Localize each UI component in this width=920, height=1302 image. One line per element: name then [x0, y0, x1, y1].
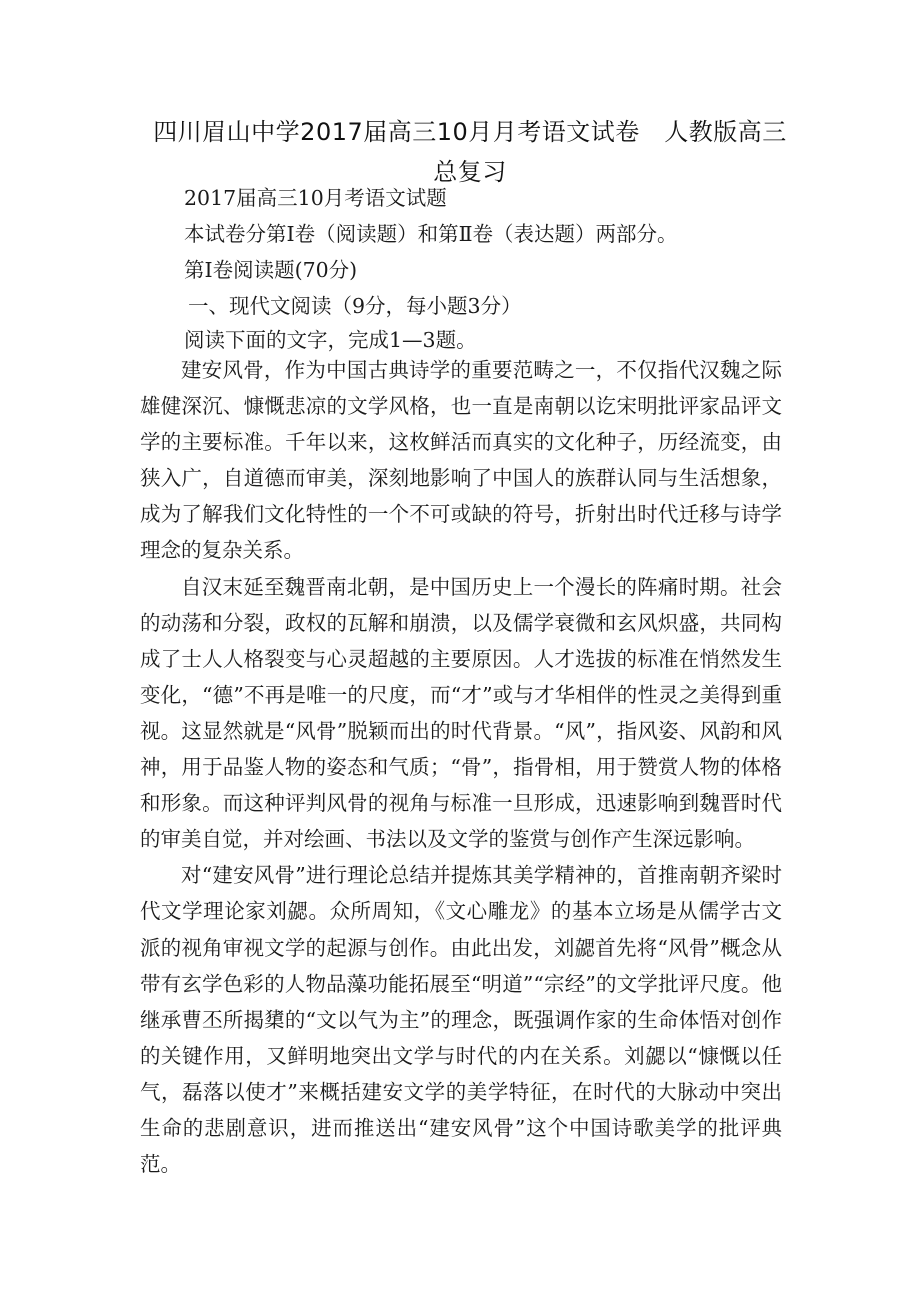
exam-title-line: 2017届高三10月考语文试题: [184, 186, 447, 210]
document-title: 四川眉山中学2017届高三10月月考语文试卷 人教版高三总复习: [153, 118, 787, 186]
reading-instruction: 阅读下面的文字，完成1—3题。: [184, 328, 477, 352]
reading-passage: [140, 352, 782, 1182]
passage-paragraph: 对“建安风骨”进行理论总结并提炼其美学精神的，首推南朝齐梁时代文学理论家刘勰。众所周知，《文心雕龙》的基本立场是从儒学古文派的视角审视文学的起源与创作。由此出发，刘勰首先将“风骨”概念从带有玄学色彩的人物品藻功能拓展至“明道”“宗经”的文学批评尺度。他继承曹丕所揭橥的“文以气为主”的理念，既强调作家的生命体悟对创作的关键作用，又鲜明地突出文学与时代的内在关系。刘勰以“慷慨以任气，磊落以使才”来概括建安文学的美学特征，在时代的大脉动中突出生命的悲剧意识，进而推送出“建安风骨”这个中国诗歌美学的批评典范。: [140, 863, 782, 1177]
section-heading: 第Ⅰ卷阅读题(70分): [184, 258, 358, 282]
exam-structure-note: 本试卷分第Ⅰ卷（阅读题）和第Ⅱ卷（表达题）两部分。: [184, 222, 678, 246]
passage-paragraph: 建安风骨，作为中国古典诗学的重要范畴之一，不仅指代汉魏之际雄健深沉、慷慨悲凉的文学风格，也一直是南朝以讫宋明批评家品评文学的主要标准。千年以来，这枚鲜活而真实的文化种子，历经流变，由狭入广，自道德而审美，深刻地影响了中国人的族群认同与生活想象，成为了解我们文化特性的一个不可或缺的符号，折射出时代迁移与诗学理念的复杂关系。: [140, 358, 782, 563]
passage-paragraph: 自汉末延至魏晋南北朝，是中国历史上一个漫长的阵痛时期。社会的动荡和分裂，政权的瓦解和崩溃，以及儒学衰微和玄风炽盛，共同构成了士人人格裂变与心灵超越的主要原因。人才选拔的标准在悄然发生变化，“德”不再是唯一的尺度，而“才”或与才华相伴的性灵之美得到重视。这显然就是“风骨”脱颖而出的时代背景。“风”，指风姿、风韵和风神，用于品鉴人物的姿态和气质；“骨”，指骨相，用于赞赏人物的体格和形象。而这种评判风骨的视角与标准一旦形成，迅速影响到魏晋时代的审美自觉，并对绘画、书法以及文学的鉴赏与创作产生深远影响。: [140, 574, 782, 852]
subsection-heading: 一、现代文阅读（9分，每小题3分）: [188, 294, 522, 318]
